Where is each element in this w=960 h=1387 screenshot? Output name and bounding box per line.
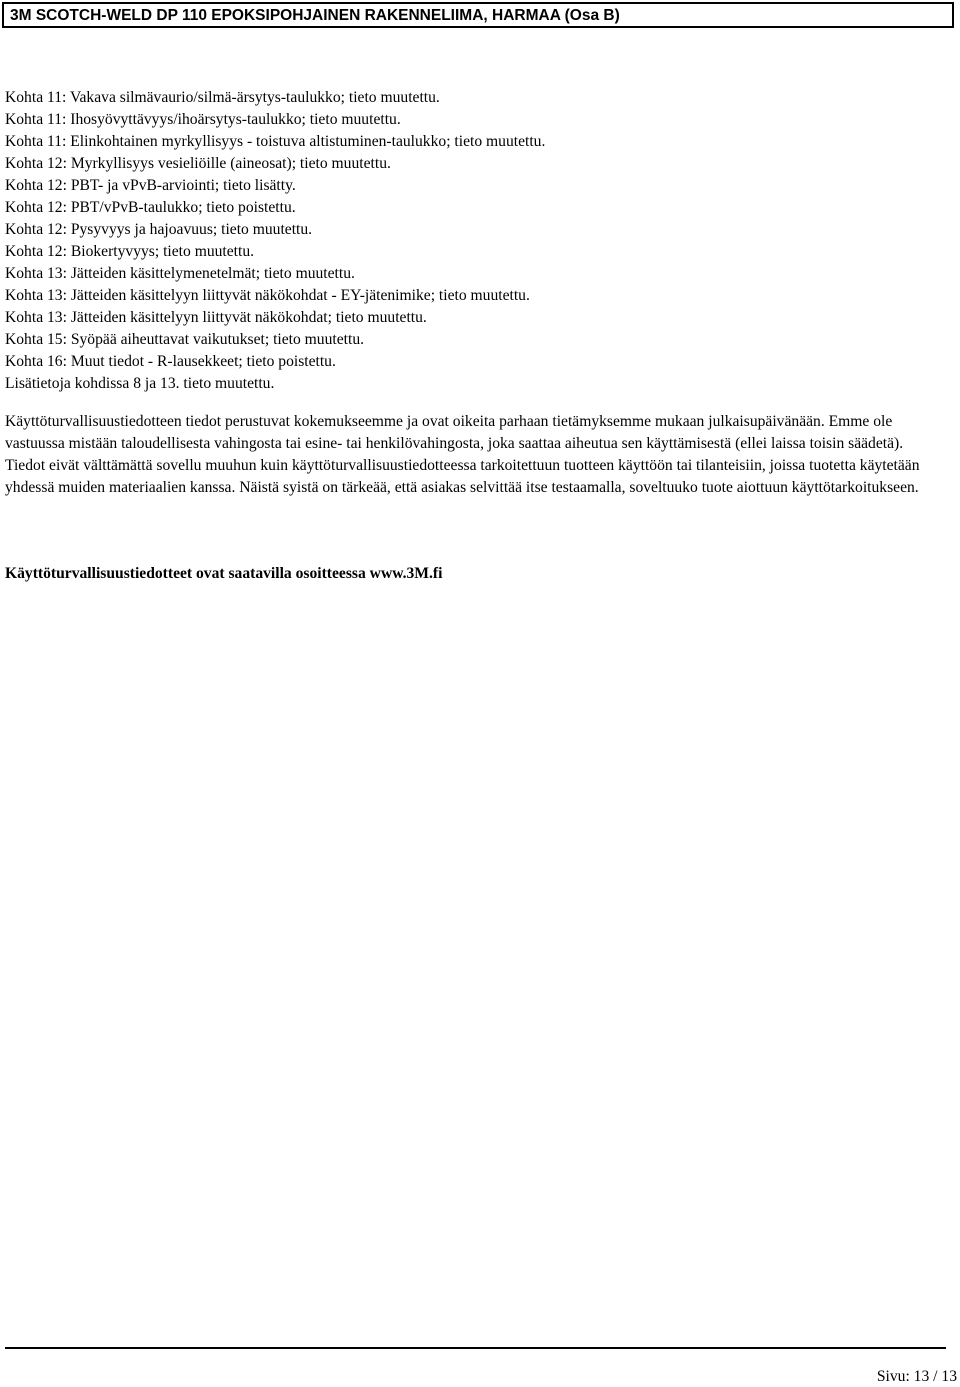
list-item: Kohta 12: Biokertyvyys; tieto muutettu. — [5, 243, 255, 260]
list-item: Kohta 13: Jätteiden käsittelyyn liittyvät näkökohdat - EY-jätenimike; tieto muutettu. — [5, 287, 530, 304]
list-item: Kohta 12: PBT/vPvB-taulukko; tieto poistettu. — [5, 199, 296, 216]
list-item: Kohta 13: Jätteiden käsittelyyn liittyvät näkökohdat; tieto muutettu. — [5, 309, 427, 326]
footer-divider — [5, 1347, 946, 1349]
disclaimer-paragraph: Käyttöturvallisuustiedotteen tiedot perustuvat kokemukseemme ja ovat oikeita parhaan tietämyksemme mukaan julkaisupäivänään. Emme ole vastuussa mistään taloudellisesta vahingosta tai esine- tai henkilövahingosta, joka saattaa aiheutua sen käyttämisestä (ellei laissa toisin säädetä). Tiedot eivät välttämättä sovellu muuhun kuin käyttöturvallisuustiedotteessa tarkoitettuun tuotteen käyttöön tai tilanteisiin, joissa tuotetta käytetään yhdessä muiden materiaalien kanssa. Näistä syistä on tärkeää, että asiakas selvittää itse testaamalla, soveltuuko tuote aiottuun käyttötarkoitukseen. — [5, 413, 920, 496]
list-item: Kohta 16: Muut tiedot - R-lausekkeet; tieto poistettu. — [5, 353, 336, 370]
list-item: Kohta 15: Syöpää aiheuttavat vaikutukset; tieto muutettu. — [5, 331, 365, 348]
list-item: Kohta 12: Pysyvyys ja hajoavuus; tieto muutettu. — [5, 221, 313, 238]
list-item: Kohta 11: Elinkohtainen myrkyllisyys - toistuva altistuminen-taulukko; tieto muutettu. — [5, 133, 546, 150]
list-item: Kohta 12: PBT- ja vPvB-arviointi; tieto lisätty. — [5, 177, 296, 194]
document-header — [2, 2, 954, 28]
list-item: Lisätietoja kohdissa 8 ja 13. tieto muutettu. — [5, 375, 275, 392]
list-item: Kohta 11: Ihosyövyttävyys/ihoärsytys-taulukko; tieto muutettu. — [5, 111, 401, 128]
page-number: Sivu: 13 / 13 — [876, 1368, 957, 1385]
revision-changes-list — [5, 87, 545, 395]
availability-notice: Käyttöturvallisuustiedotteet ovat saatavilla osoitteessa www.3M.fi — [5, 565, 443, 582]
list-item: Kohta 11: Vakava silmävaurio/silmä-ärsytys-taulukko; tieto muutettu. — [5, 89, 440, 106]
document-title: 3M SCOTCH-WELD DP 110 EPOKSIPOHJAINEN RAKENNELIIMA, HARMAA (Osa B) — [10, 7, 620, 24]
list-item: Kohta 12: Myrkyllisyys vesieliöille (aineosat); tieto muutettu. — [5, 155, 391, 172]
list-item: Kohta 13: Jätteiden käsittelymenetelmät; tieto muutettu. — [5, 265, 355, 282]
